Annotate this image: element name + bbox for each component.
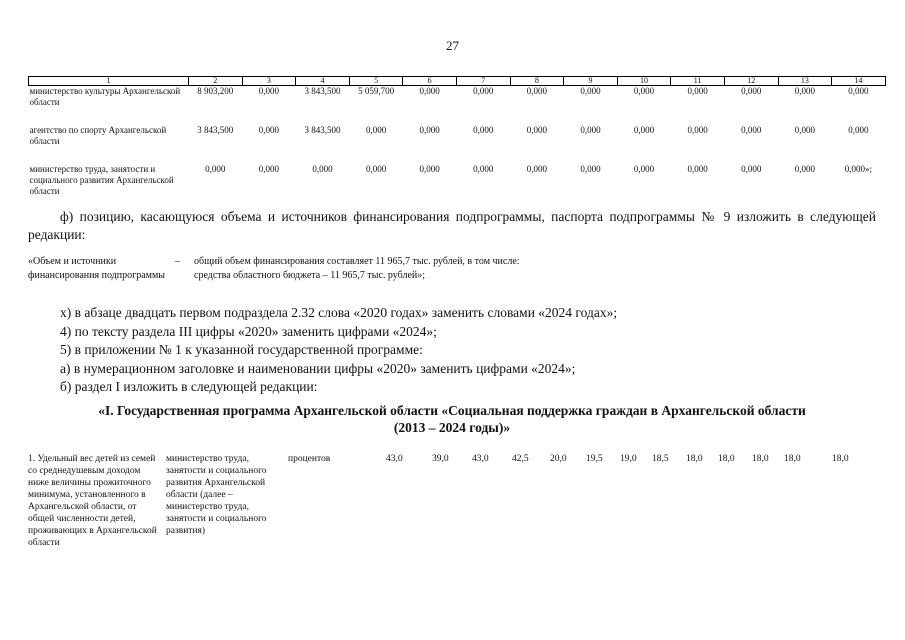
column-header: 7	[456, 77, 510, 86]
table-cell: 0,000	[580, 86, 601, 96]
table-cell: 0,000	[473, 164, 494, 174]
table-cell: 0,000	[687, 86, 708, 96]
table-cell: 0,000	[633, 125, 655, 135]
table-cell: 0,000	[419, 164, 440, 174]
table-cell: 0,000	[794, 125, 815, 135]
table-cell: 0,000	[365, 125, 387, 135]
table-cell: 0,000	[687, 164, 708, 174]
list-item: а) в нумерационном заголовке и наименовании цифры «2020» заменить цифрами «2024»;	[60, 360, 576, 376]
table-cell: 0,000	[205, 164, 226, 174]
table-cell: 0,000	[258, 164, 280, 174]
table-cell: 0,000	[848, 86, 869, 96]
table-cell: 0,000	[741, 164, 762, 174]
indicator-responsible: министерство труда, занятости и социального развития Архангельской области (далее – министерство труда, занятости и социального развития)	[166, 454, 267, 536]
indicator-value: 18,0	[718, 454, 735, 464]
list-item: 5) в приложении № 1 к указанной государственной программе:	[60, 342, 423, 357]
indicator-value: 18,0	[752, 454, 769, 464]
indicator-value: 42,5	[512, 454, 529, 464]
column-header: 11	[671, 77, 725, 86]
column-header: 12	[724, 77, 778, 86]
section-heading	[28, 402, 876, 436]
column-header: 9	[564, 77, 618, 86]
indicator-unit: процентов	[288, 454, 331, 464]
list-item: х) в абзаце двадцать первом подраздела 2.32 слова «2020 годах» заменить словами «2024 годах»;	[60, 305, 618, 320]
table-cell: 0,000	[473, 125, 494, 135]
row-name: министерство культуры Архангельской области	[29, 86, 181, 107]
indicator-value: 19,5	[586, 454, 603, 464]
column-header: 3	[242, 77, 296, 86]
passport-line: общий объем финансирования составляет 11 965,7 тыс. рублей, в том числе:	[194, 256, 520, 267]
table-cell: 0,000	[473, 86, 494, 96]
column-header: 13	[778, 77, 832, 86]
indicator-name: 1. Удельный вес детей из семей со среднедушевым доходом ниже величины прожиточного минимума, установленного в Архангельской области, от общей численности детей, проживающих в Архангельской области	[28, 454, 157, 548]
indicator-value: 18,5	[652, 454, 669, 464]
table-row	[29, 86, 886, 126]
indicator-value: 19,0	[620, 454, 637, 464]
indicator-value: 18,0	[686, 454, 703, 464]
table-row	[29, 164, 886, 200]
table-cell: 0,000	[741, 86, 762, 96]
table-cell: 0,000	[794, 164, 815, 174]
table-cell: 0,000	[848, 125, 869, 135]
table-cell: 0,000	[312, 164, 333, 174]
table-cell: 0,000	[258, 125, 280, 135]
table-cell: 0,000	[580, 164, 601, 174]
table-cell: 3 843,500	[197, 125, 234, 135]
passport-line: средства областного бюджета – 11 965,7 тыс. рублей»;	[194, 270, 426, 281]
column-header: 14	[832, 77, 886, 86]
column-header: 1	[29, 77, 189, 86]
table-cell: 0,000»;	[844, 164, 873, 174]
table-cell: 0,000	[633, 164, 655, 174]
table-cell: 0,000	[741, 125, 762, 135]
table-cell: 0,000	[419, 86, 440, 96]
column-header: 8	[510, 77, 564, 86]
indicator-value: 39,0	[432, 454, 449, 464]
table-cell: 0,000	[526, 125, 547, 135]
table-row	[29, 125, 886, 164]
table-cell: 0,000	[794, 86, 815, 96]
indicator-value: 18,0	[832, 454, 849, 464]
list-item: 4) по тексту раздела III цифры «2020» заменить цифрами «2024»;	[60, 323, 437, 339]
table-cell: 8 903,200	[197, 86, 234, 96]
finance-table	[28, 76, 886, 200]
amendment-list	[60, 304, 880, 397]
table-cell: 0,000	[526, 164, 547, 174]
table-cell: 0,000	[526, 86, 547, 96]
passport-label: «Объем и источники финансирования подпрограммы	[28, 256, 166, 281]
column-header: 2	[189, 77, 243, 86]
row-name: министерство труда, занятости и социального развития Архангельской области	[29, 164, 174, 196]
table-cell: 0,000	[419, 125, 440, 135]
table-cell: 3 843,500	[304, 86, 341, 96]
indicator-value: 20,0	[550, 454, 567, 464]
table-cell: 5 059,700	[358, 86, 395, 96]
passport-body	[194, 255, 794, 283]
passport-dash: –	[175, 256, 180, 267]
table-cell: 0,000	[687, 125, 708, 135]
column-header: 10	[617, 77, 671, 86]
heading-line: «I. Государственная программа Архангельской области «Социальная поддержка граждан в Архангельской области	[98, 403, 806, 418]
list-item: б) раздел I изложить в следующей редакции:	[60, 379, 318, 394]
heading-line: (2013 – 2024 годы)»	[393, 420, 511, 435]
table-cell: 0,000	[258, 86, 280, 96]
row-name: агентство по спорту Архангельской области	[29, 125, 167, 146]
column-header: 4	[296, 77, 350, 86]
indicator-value: 43,0	[472, 454, 489, 464]
table-cell: 0,000	[365, 164, 387, 174]
table-cell: 0,000	[633, 86, 655, 96]
table-cell: 0,000	[580, 125, 601, 135]
column-header: 6	[403, 77, 457, 86]
indicator-value: 18,0	[784, 454, 801, 464]
page-number: 27	[446, 38, 459, 53]
indicator-value: 43,0	[386, 454, 403, 464]
paragraph-f: ф) позицию, касающуюся объема и источников финансирования подпрограммы, паспорта подпрограммы № 9 изложить в следующей редакции:	[28, 209, 876, 242]
column-header: 5	[349, 77, 403, 86]
table-cell: 3 843,500	[304, 125, 341, 135]
table-header-row	[29, 77, 886, 86]
